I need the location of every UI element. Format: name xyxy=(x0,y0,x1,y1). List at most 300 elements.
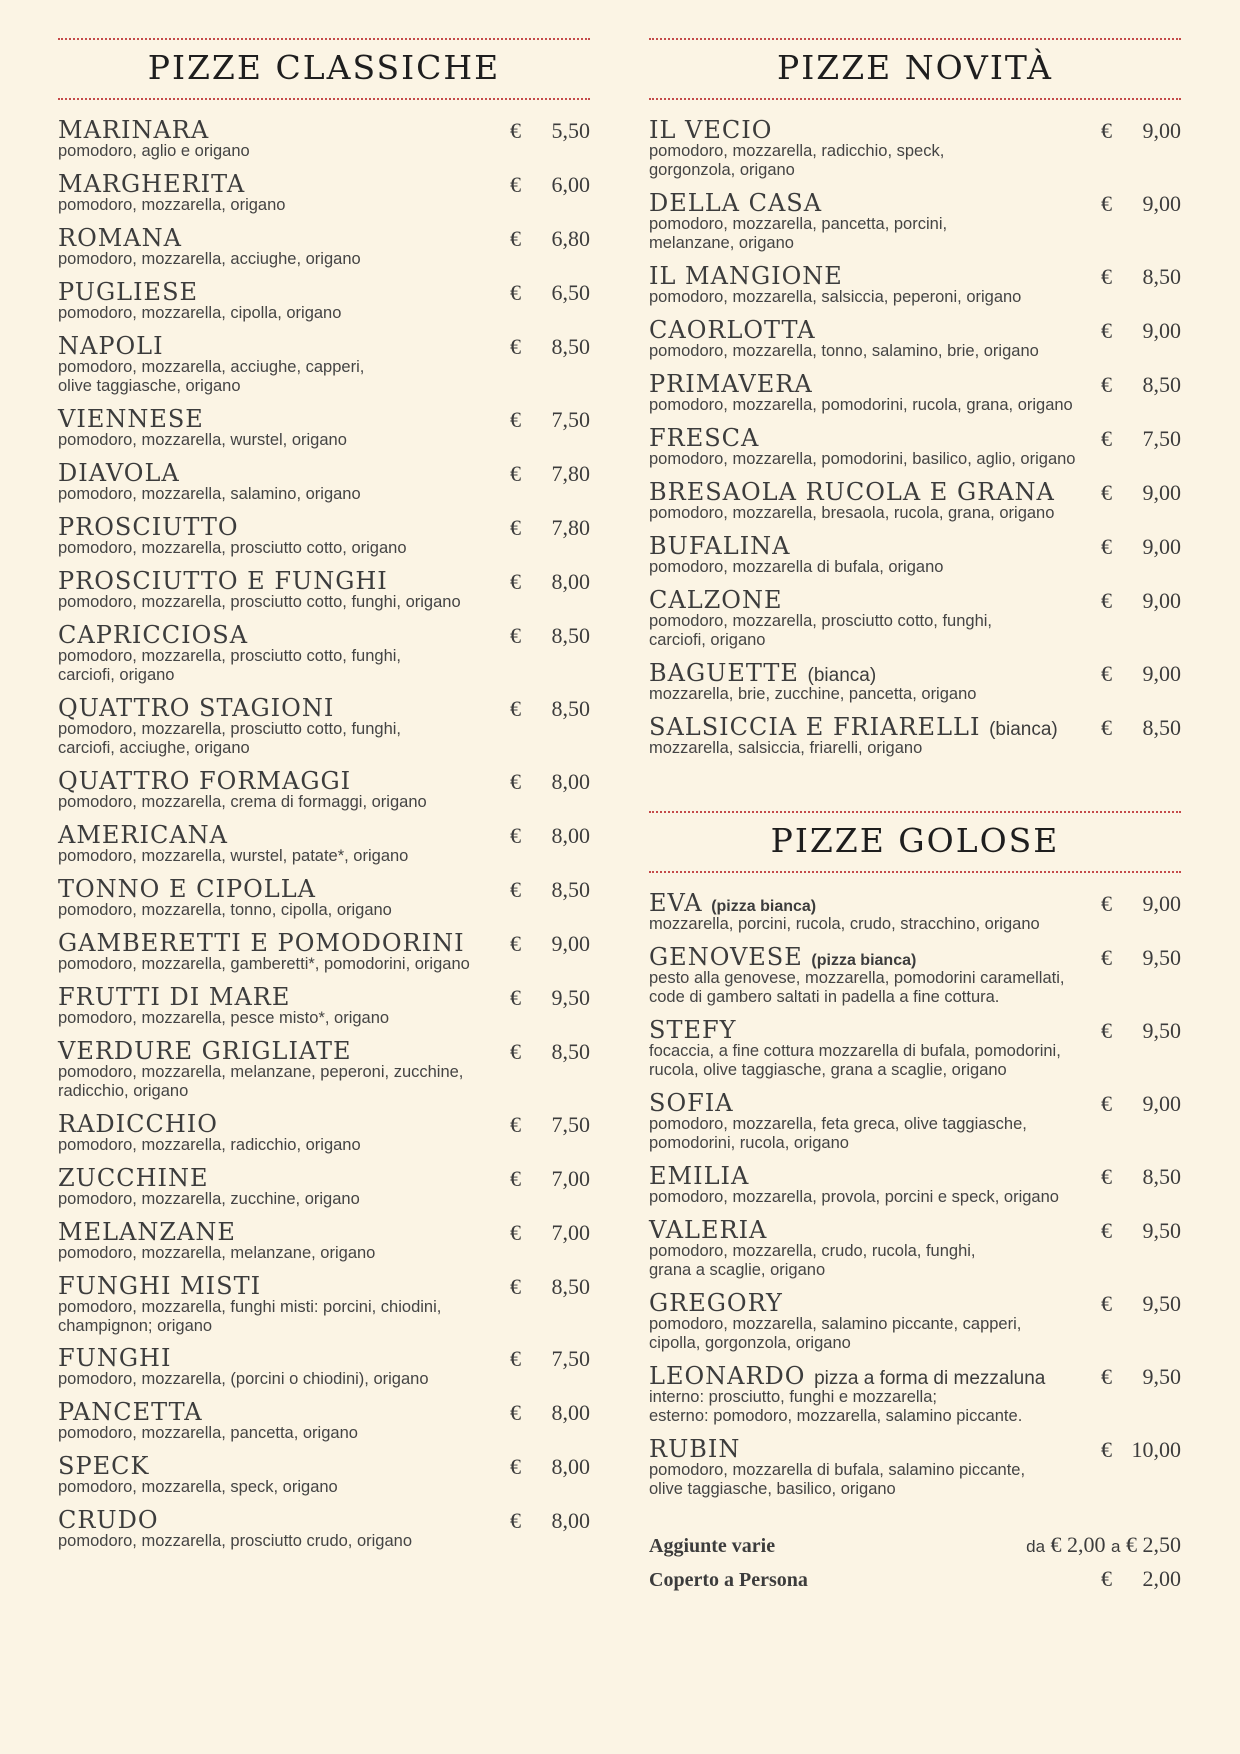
menu-item xyxy=(649,585,1181,650)
menu-item-name: MARGHERITA xyxy=(58,170,246,199)
menu-item-name: FRESCA xyxy=(649,424,760,453)
menu-item-price xyxy=(510,985,590,1011)
menu-item-description: pomodoro, mozzarella, prosciutto cotto, funghi, carciofi, origano xyxy=(649,611,993,649)
menu-item-name-line xyxy=(58,1452,504,1481)
menu-item-description: interno: prosciutto, funghi e mozzarella; esterno: pomodoro, mozzarella, salamino piccante. xyxy=(649,1387,1023,1425)
menu-item xyxy=(58,461,590,504)
menu-item-description: pomodoro, mozzarella, prosciutto crudo, origano xyxy=(58,1532,413,1551)
menu-item-name: MELANZANE xyxy=(58,1217,236,1246)
price-value: 7,80 xyxy=(551,515,590,541)
menu-item-price xyxy=(510,461,590,487)
menu-item-description: pomodoro, mozzarella, prosciutto cotto, origano xyxy=(58,539,407,558)
menu-item-price xyxy=(1101,264,1181,290)
menu-item-text xyxy=(649,1161,1095,1207)
currency-symbol: € xyxy=(510,334,521,360)
currency-symbol: € xyxy=(1101,945,1112,971)
currency-symbol: € xyxy=(1101,1018,1112,1044)
price-value: 8,50 xyxy=(551,334,590,360)
aggiunte-to-price: € 2,50 xyxy=(1126,1531,1181,1557)
menu-item xyxy=(649,1018,1181,1080)
menu-item-description: pomodoro, mozzarella, salamino piccante, capperi, cipolla, gorgonzola, origano xyxy=(649,1314,1022,1352)
menu-item-name: BRESAOLA RUCOLA E GRANA xyxy=(649,478,1055,507)
currency-symbol: € xyxy=(1101,534,1112,560)
price-value: 7,50 xyxy=(551,1346,590,1372)
menu-item-name-line xyxy=(58,459,504,488)
menu-item-name-line xyxy=(58,693,504,722)
section-header-classiche xyxy=(58,38,590,100)
menu-item-name: STEFY xyxy=(649,1016,737,1045)
menu-item xyxy=(649,1288,1181,1353)
menu-item-text xyxy=(58,1508,504,1551)
menu-item-name-line xyxy=(58,116,504,145)
menu-item-name-line xyxy=(649,424,1095,453)
menu-item-price xyxy=(510,623,590,649)
menu-item-description: pomodoro, mozzarella, radicchio, speck, gorgonzola, origano xyxy=(649,142,945,180)
left-column xyxy=(58,38,590,1562)
menu-item xyxy=(649,1434,1181,1499)
menu-item-description: mozzarella, salsiccia, friarelli, origano xyxy=(649,738,923,757)
menu-item-text xyxy=(58,1109,504,1155)
menu-item-price xyxy=(510,226,590,252)
menu-item-description: pomodoro, mozzarella, acciughe, origano xyxy=(58,250,361,269)
menu-item-name: SALSICCIA E FRIARELLI xyxy=(649,712,981,741)
price-value: 6,00 xyxy=(551,172,590,198)
menu-item-price xyxy=(1101,891,1181,917)
menu-item-name: IL VECIO xyxy=(649,116,773,145)
menu-item-description: pomodoro, mozzarella, bresaola, rucola, grana, origano xyxy=(649,504,1055,523)
menu-item-price xyxy=(510,1508,590,1534)
menu-item-price xyxy=(510,118,590,144)
menu-item xyxy=(58,693,590,758)
menu-item-price xyxy=(510,1166,590,1192)
aggiunte-from-word: da xyxy=(1026,1536,1046,1556)
currency-symbol: € xyxy=(1101,1091,1112,1116)
menu-item xyxy=(58,569,590,612)
menu-item-text xyxy=(58,620,504,685)
aggiunte-price-range xyxy=(1026,1532,1181,1558)
menu-item-price xyxy=(510,1454,590,1480)
menu-item-name: CRUDO xyxy=(58,1506,159,1535)
price-value: 8,50 xyxy=(1142,714,1181,740)
menu-item-name: PRIMAVERA xyxy=(649,370,813,399)
menu-item-price xyxy=(510,931,590,957)
section-title: PIZZE CLASSICHE xyxy=(147,48,501,87)
menu-item-name-line xyxy=(58,874,504,903)
menu-item-price xyxy=(1101,1091,1181,1117)
menu-item-name-line xyxy=(58,1109,504,1138)
menu-item-text xyxy=(649,891,1095,934)
menu-item xyxy=(649,1215,1181,1280)
menu-item xyxy=(649,480,1181,523)
price-value: 9,50 xyxy=(1142,945,1181,971)
menu-item-price xyxy=(1101,426,1181,452)
menu-item-name: BAGUETTE xyxy=(649,658,799,687)
currency-symbol: € xyxy=(510,768,521,794)
currency-symbol: € xyxy=(510,1454,521,1480)
menu-item-description: pomodoro, mozzarella, origano xyxy=(58,196,286,215)
price-value: 9,00 xyxy=(1142,534,1181,560)
menu-item-note: (bianca) xyxy=(989,718,1058,740)
menu-item-name-line xyxy=(58,620,504,649)
section-header-golose xyxy=(649,811,1181,873)
menu-item-text xyxy=(649,318,1095,361)
menu-item-description: pomodoro, mozzarella, cipolla, origano xyxy=(58,304,342,323)
menu-item-price xyxy=(1101,1218,1181,1244)
menu-item-name: CAPRICCIOSA xyxy=(58,620,249,649)
currency-symbol: € xyxy=(510,695,521,721)
price-value: 7,00 xyxy=(551,1165,590,1191)
dotted-divider xyxy=(58,98,590,100)
menu-item-name-line xyxy=(649,1215,1095,1244)
menu-item-name-line xyxy=(58,820,504,849)
currency-symbol: € xyxy=(510,1346,521,1372)
menu-item-text xyxy=(649,945,1095,1007)
currency-symbol: € xyxy=(510,461,521,487)
currency-symbol: € xyxy=(510,930,521,956)
menu-item-name-line xyxy=(58,567,504,596)
menu-item-description: pomodoro, mozzarella, provola, porcini e speck, origano xyxy=(649,1187,1059,1206)
menu-item-text xyxy=(58,874,504,920)
menu-item-note: (bianca) xyxy=(807,664,877,686)
menu-item-text xyxy=(58,1271,504,1336)
dotted-divider xyxy=(649,811,1181,813)
menu-item xyxy=(58,982,590,1028)
menu-item xyxy=(58,874,590,920)
menu-item xyxy=(58,226,590,269)
menu-item-price xyxy=(1101,480,1181,506)
currency-symbol: € xyxy=(510,622,521,648)
menu-item-name-line xyxy=(649,1161,1095,1190)
menu-item-name-line xyxy=(649,116,1095,145)
menu-item-description: pomodoro, mozzarella, prosciutto cotto, funghi, carciofi, origano xyxy=(58,646,402,684)
menu-item-name: FRUTTI DI MARE xyxy=(58,982,291,1011)
menu-item-text xyxy=(58,1217,504,1263)
menu-item xyxy=(649,1161,1181,1207)
menu-item-name: FUNGHI MISTI xyxy=(58,1271,262,1300)
price-value: 9,50 xyxy=(1142,1290,1181,1316)
menu-item-name: CALZONE xyxy=(649,585,783,614)
menu-item-name-line xyxy=(58,224,504,253)
menu-item-text xyxy=(649,372,1095,415)
menu-item-description: pomodoro, mozzarella, salamino, origano xyxy=(58,485,361,504)
menu-item xyxy=(58,1508,590,1551)
menu-item-name: BUFALINA xyxy=(649,532,791,561)
menu-item-name-line xyxy=(649,1288,1095,1317)
menu-item-text xyxy=(58,461,504,504)
menu-item-text xyxy=(58,1454,504,1497)
price-value: 9,00 xyxy=(1142,891,1181,917)
menu-item-price xyxy=(1101,1364,1181,1390)
menu-item-text xyxy=(649,1361,1095,1426)
menu-item-name: GAMBERETTI E POMODORINI xyxy=(58,928,465,957)
menu-item-price xyxy=(510,1346,590,1372)
menu-list-classiche xyxy=(58,118,590,1551)
menu-item-name: CAORLOTTA xyxy=(649,316,816,345)
menu-item-description: pomodoro, mozzarella, pesce misto*, origano xyxy=(58,1008,390,1027)
menu-item-description: pomodoro, mozzarella, tonno, salamino, brie, origano xyxy=(649,342,1039,361)
coperto-price xyxy=(1101,1566,1181,1592)
menu-item-description: mozzarella, porcini, rucola, crudo, stracchino, origano xyxy=(649,915,1040,934)
menu-item xyxy=(58,820,590,866)
menu-item xyxy=(58,1271,590,1336)
currency-symbol: € xyxy=(510,172,521,198)
menu-item-name: LEONARDO xyxy=(649,1361,806,1390)
menu-item-price xyxy=(1101,1437,1181,1463)
price-value: 7,50 xyxy=(551,407,590,433)
menu-item-name: ZUCCHINE xyxy=(58,1163,209,1192)
menu-item-name-line xyxy=(649,712,1095,741)
menu-item-price xyxy=(510,334,590,360)
menu-item-description: focaccia, a fine cottura mozzarella di bufala, pomodorini, rucola, olive taggiasche, grana a scaglie, origano xyxy=(649,1042,1061,1080)
menu-item-text xyxy=(58,1346,504,1389)
price-value: 9,50 xyxy=(551,984,590,1010)
menu-item-price xyxy=(1101,191,1181,217)
menu-item xyxy=(58,1217,590,1263)
menu-item-text xyxy=(58,1163,504,1209)
currency-symbol: € xyxy=(1101,264,1112,290)
currency-symbol: € xyxy=(510,1400,521,1426)
price-value: 8,50 xyxy=(1142,372,1181,398)
menu-item-text xyxy=(58,280,504,323)
menu-item-text xyxy=(58,1036,504,1101)
menu-item-description: pomodoro, mozzarella, wurstel, patate*, origano xyxy=(58,846,409,865)
menu-item xyxy=(58,407,590,450)
price-value: 8,50 xyxy=(551,1273,590,1299)
currency-symbol: € xyxy=(1101,480,1112,506)
price-value: 8,00 xyxy=(551,822,590,848)
menu-item-name-line xyxy=(58,1163,504,1192)
menu-item-name-line xyxy=(649,1434,1095,1463)
menu-item-description: pomodoro, aglio e origano xyxy=(58,142,250,161)
menu-item-description: pomodoro, mozzarella di bufala, origano xyxy=(649,558,944,577)
currency-symbol: € xyxy=(1101,1565,1112,1591)
menu-item xyxy=(649,191,1181,253)
menu-item-description: pomodoro, mozzarella, acciughe, capperi, olive taggiasche, origano xyxy=(58,358,365,396)
menu-item-name: GREGORY xyxy=(649,1288,783,1317)
menu-item-description: pomodoro, mozzarella di bufala, salamino piccante, olive taggiasche, basilico, origano xyxy=(649,1460,1026,1498)
menu-item-text xyxy=(649,1288,1095,1353)
menu-item-name: PUGLIESE xyxy=(58,278,199,307)
menu-item-description: pomodoro, mozzarella, (porcini o chiodini), origano xyxy=(58,1370,429,1389)
menu-item-text xyxy=(649,480,1095,523)
menu-item-text xyxy=(58,172,504,215)
menu-item-price xyxy=(510,1274,590,1300)
menu-item-text xyxy=(649,1434,1095,1499)
menu-item-text xyxy=(58,1400,504,1443)
price-value: 7,50 xyxy=(551,1111,590,1137)
menu-item xyxy=(58,1400,590,1443)
menu-item-name: MARINARA xyxy=(58,116,210,145)
menu-item-price xyxy=(510,696,590,722)
extra-coperto-row xyxy=(649,1566,1181,1592)
menu-item-text xyxy=(649,585,1095,650)
menu-item-name-line xyxy=(649,262,1095,291)
currency-symbol: € xyxy=(1101,426,1112,452)
menu-item-name: DELLA CASA xyxy=(649,189,823,218)
menu-item-description: pomodoro, mozzarella, prosciutto cotto, funghi, origano xyxy=(58,593,461,612)
menu-item-price xyxy=(510,823,590,849)
menu-item-price xyxy=(510,1220,590,1246)
menu-item-note: (pizza bianca) xyxy=(711,898,817,916)
menu-item-name: RADICCHIO xyxy=(58,1109,218,1138)
price-value: 8,50 xyxy=(1142,1163,1181,1189)
menu-item-name-line xyxy=(58,1217,504,1246)
menu-item-name-line xyxy=(58,278,504,307)
menu-item-description: pomodoro, mozzarella, pomodorini, rucola, grana, origano xyxy=(649,396,1073,415)
menu-item-text xyxy=(58,407,504,450)
menu-item-name-line xyxy=(649,1016,1095,1045)
menu-item-text xyxy=(649,712,1095,758)
currency-symbol: € xyxy=(1101,891,1112,917)
currency-symbol: € xyxy=(1101,1290,1112,1316)
menu-item xyxy=(58,1109,590,1155)
price-value: 6,50 xyxy=(551,280,590,306)
currency-symbol: € xyxy=(1101,118,1112,144)
price-value: 9,00 xyxy=(551,930,590,956)
menu-item-description: pomodoro, mozzarella, melanzane, peperoni, zucchine, radicchio, origano xyxy=(58,1062,464,1100)
aggiunte-to-word: a xyxy=(1111,1536,1121,1556)
menu-item-text xyxy=(649,118,1095,180)
currency-symbol: € xyxy=(510,876,521,902)
menu-item-name-line xyxy=(58,332,504,361)
menu-item-price xyxy=(510,515,590,541)
currency-symbol: € xyxy=(510,822,521,848)
price-value: 6,80 xyxy=(551,226,590,252)
menu-item-name: DIAVOLA xyxy=(58,459,180,488)
currency-symbol: € xyxy=(1101,1163,1112,1189)
menu-item-name: ROMANA xyxy=(58,224,182,253)
menu-item xyxy=(58,766,590,812)
menu-item-name: PANCETTA xyxy=(58,1398,203,1427)
menu-item-name: QUATTRO FORMAGGI xyxy=(58,766,352,795)
menu-item xyxy=(649,945,1181,1007)
menu-list-golose xyxy=(649,891,1181,1499)
menu-item-name: VALERIA xyxy=(649,1215,768,1244)
menu-item-name: EMILIA xyxy=(649,1161,750,1190)
menu-item-price xyxy=(1101,1164,1181,1190)
aggiunte-label: Aggiunte varie xyxy=(649,1534,776,1557)
menu-item-price xyxy=(1101,945,1181,971)
menu-item-description: pomodoro, mozzarella, tonno, cipolla, origano xyxy=(58,900,392,919)
menu-list-novita xyxy=(649,118,1181,758)
menu-item xyxy=(58,1346,590,1389)
menu-item-price xyxy=(510,1400,590,1426)
menu-item-name-line xyxy=(649,585,1095,614)
menu-item-price xyxy=(1101,318,1181,344)
price-value: 7,50 xyxy=(1142,426,1181,452)
menu-item-name-line xyxy=(649,943,1095,972)
menu-item-name-line xyxy=(58,1344,504,1373)
menu-item-name-line xyxy=(649,370,1095,399)
menu-item-name: TONNO E CIPOLLA xyxy=(58,874,317,903)
menu-item-note: (pizza bianca) xyxy=(811,952,917,970)
menu-item-description: pomodoro, mozzarella, crudo, rucola, funghi, grana a scaglie, origano xyxy=(649,1241,976,1279)
price-value: 9,50 xyxy=(1142,1217,1181,1243)
menu-item-description: pomodoro, mozzarella, melanzane, origano xyxy=(58,1243,376,1262)
price-value: 9,00 xyxy=(1142,318,1181,344)
price-value: 8,50 xyxy=(551,1038,590,1064)
currency-symbol: € xyxy=(1101,191,1112,217)
currency-symbol: € xyxy=(1101,1436,1112,1462)
menu-item-text xyxy=(58,820,504,866)
menu-item-text xyxy=(58,118,504,161)
menu-item-name-line xyxy=(58,405,504,434)
menu-item-name: RUBIN xyxy=(649,1434,741,1463)
currency-symbol: € xyxy=(1101,587,1112,613)
menu-item-price xyxy=(510,280,590,306)
menu-item-text xyxy=(58,982,504,1028)
menu-item-name-line xyxy=(58,1271,504,1300)
menu-item-price xyxy=(510,769,590,795)
currency-symbol: € xyxy=(510,280,521,306)
menu-item xyxy=(649,372,1181,415)
menu-item-price xyxy=(1101,1291,1181,1317)
menu-item-name-line xyxy=(58,982,504,1011)
price-value: 8,50 xyxy=(551,695,590,721)
menu-item xyxy=(58,1163,590,1209)
price-value: 10,00 xyxy=(1131,1436,1181,1462)
menu-item-price xyxy=(1101,118,1181,144)
menu-item xyxy=(649,712,1181,758)
menu-item-text xyxy=(58,569,504,612)
menu-item-name: VIENNESE xyxy=(58,405,204,434)
menu-item-name-line xyxy=(649,889,1095,918)
menu-item-name-line xyxy=(58,1036,504,1065)
menu-item-text xyxy=(649,1018,1095,1080)
price-value: 9,00 xyxy=(1142,660,1181,686)
currency-symbol: € xyxy=(510,118,521,144)
price-value: 8,00 xyxy=(551,768,590,794)
menu-item-name: VERDURE GRIGLIATE xyxy=(58,1036,352,1065)
menu-item xyxy=(649,118,1181,180)
menu-item-description: pomodoro, mozzarella, crema di formaggi, origano xyxy=(58,792,427,811)
menu-item-description: pomodoro, mozzarella, pancetta, porcini, melanzane, origano xyxy=(649,215,948,253)
menu-item xyxy=(58,928,590,974)
menu-item-name-line xyxy=(58,1506,504,1535)
menu-item-name: EVA xyxy=(649,889,703,918)
menu-item-name: PROSCIUTTO xyxy=(58,513,239,542)
menu-item-text xyxy=(649,534,1095,577)
price-value: 9,50 xyxy=(1142,1363,1181,1389)
menu-item-price xyxy=(510,407,590,433)
menu-item-name: SPECK xyxy=(58,1452,150,1481)
menu-item-price xyxy=(510,877,590,903)
menu-item-text xyxy=(649,1091,1095,1153)
currency-symbol: € xyxy=(510,984,521,1010)
currency-symbol: € xyxy=(1101,372,1112,398)
menu-item-description: pomodoro, mozzarella, wurstel, origano xyxy=(58,431,347,450)
menu-item-description: pomodoro, mozzarella, prosciutto cotto, funghi, carciofi, acciughe, origano xyxy=(58,719,402,757)
extra-aggiunte-row xyxy=(649,1532,1181,1558)
menu-item-name: PROSCIUTTO E FUNGHI xyxy=(58,567,388,596)
menu-item-text xyxy=(58,226,504,269)
currency-symbol: € xyxy=(510,407,521,433)
menu-item-name-line xyxy=(649,478,1095,507)
menu-item-name-line xyxy=(58,928,504,957)
menu-item-name: FUNGHI xyxy=(58,1344,172,1373)
price-value: 5,50 xyxy=(551,118,590,144)
menu-item xyxy=(649,1091,1181,1153)
price-value: 8,00 xyxy=(551,1400,590,1426)
menu-item-name-line xyxy=(58,513,504,542)
currency-symbol: € xyxy=(510,1111,521,1137)
menu-item-description: pomodoro, mozzarella, feta greca, olive taggiasche, pomodorini, rucola, origano xyxy=(649,1115,1027,1152)
currency-symbol: € xyxy=(510,569,521,595)
menu-item xyxy=(649,891,1181,934)
menu-item xyxy=(649,264,1181,307)
menu-item-price xyxy=(510,1039,590,1065)
menu-item-name-line xyxy=(649,189,1095,218)
